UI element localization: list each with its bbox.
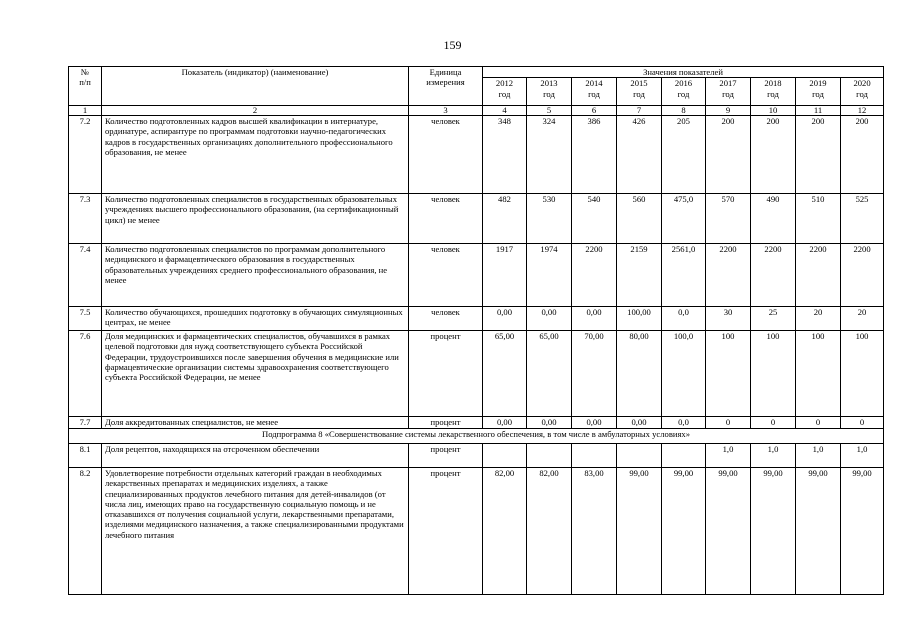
indicator-name: Количество подготовленных специалистов в государственных образовательных учреждениях высшего профессионального образования, (на сертификационный цикл) не менее: [102, 194, 409, 244]
header-year: 2016 год: [662, 78, 706, 106]
unit-cell: процент: [409, 468, 483, 595]
column-number-row: [69, 106, 884, 116]
unit-cell: человек: [409, 116, 483, 194]
column-number: 10: [751, 106, 796, 116]
value-cell: 2200: [841, 244, 884, 307]
value-cell: 80,00: [617, 331, 662, 417]
value-cell: 99,00: [662, 468, 706, 595]
value-cell: 0,00: [572, 417, 617, 429]
row-number: 7.3: [69, 194, 102, 244]
table-row: [69, 468, 884, 595]
row-number: 8.1: [69, 444, 102, 468]
column-number: 2: [102, 106, 409, 116]
value-cell: 99,00: [706, 468, 751, 595]
value-cell: 0,00: [527, 417, 572, 429]
unit-cell: человек: [409, 194, 483, 244]
value-cell: 30: [706, 307, 751, 331]
value-cell: 0: [796, 417, 841, 429]
value-cell: 1,0: [706, 444, 751, 468]
value-cell: 0,00: [483, 307, 527, 331]
header-values: Значения показателей: [483, 67, 884, 78]
page-number: 159: [443, 38, 462, 52]
value-cell: 99,00: [841, 468, 884, 595]
value-cell: 0,0: [662, 307, 706, 331]
table-row: [69, 244, 884, 307]
column-number: 8: [662, 106, 706, 116]
header-no: № п/п: [69, 67, 102, 106]
value-cell: 99,00: [796, 468, 841, 595]
table-row: [69, 116, 884, 194]
column-number: 7: [617, 106, 662, 116]
row-number: 7.2: [69, 116, 102, 194]
value-cell: 65,00: [483, 331, 527, 417]
header-unit: Единица измерения: [409, 67, 483, 106]
value-cell: 100: [796, 331, 841, 417]
value-cell: 540: [572, 194, 617, 244]
subprogram-row: [69, 429, 884, 444]
value-cell: 324: [527, 116, 572, 194]
indicator-name: Количество подготовленных специалистов по программам дополнительного медицинского и фармацевтического образования в государственных образовательных учреждениях среднего профессионального образования, не менее: [102, 244, 409, 307]
value-cell: 2200: [796, 244, 841, 307]
value-cell: [617, 444, 662, 468]
row-number: 7.5: [69, 307, 102, 331]
column-number: 12: [841, 106, 884, 116]
value-cell: 200: [796, 116, 841, 194]
value-cell: 82,00: [483, 468, 527, 595]
value-cell: 0: [751, 417, 796, 429]
header-row-top: [69, 67, 884, 78]
header-year: 2018 год: [751, 78, 796, 106]
value-cell: 200: [841, 116, 884, 194]
column-number: 11: [796, 106, 841, 116]
column-number: 1: [69, 106, 102, 116]
row-number: 7.7: [69, 417, 102, 429]
row-number: 7.4: [69, 244, 102, 307]
unit-cell: человек: [409, 244, 483, 307]
value-cell: 99,00: [617, 468, 662, 595]
value-cell: 205: [662, 116, 706, 194]
value-cell: 200: [706, 116, 751, 194]
value-cell: 2200: [706, 244, 751, 307]
indicator-name: Доля аккредитованных специалистов, не менее: [102, 417, 409, 429]
value-cell: 20: [796, 307, 841, 331]
table-row: [69, 417, 884, 429]
unit-cell: процент: [409, 331, 483, 417]
column-number: 4: [483, 106, 527, 116]
value-cell: 525: [841, 194, 884, 244]
value-cell: [572, 444, 617, 468]
subprogram-title: Подпрограмма 8 «Совершенствование системы лекарственного обеспечения, в том числе в амбулаторных условиях»: [69, 429, 884, 444]
value-cell: 0,00: [527, 307, 572, 331]
value-cell: 2200: [572, 244, 617, 307]
value-cell: 0,00: [483, 417, 527, 429]
value-cell: 2159: [617, 244, 662, 307]
value-cell: 0: [706, 417, 751, 429]
column-number: 9: [706, 106, 751, 116]
column-number: 6: [572, 106, 617, 116]
value-cell: 100,00: [617, 307, 662, 331]
header-year: 2014 год: [572, 78, 617, 106]
value-cell: 482: [483, 194, 527, 244]
value-cell: 1917: [483, 244, 527, 307]
value-cell: 1,0: [751, 444, 796, 468]
value-cell: 100: [751, 331, 796, 417]
value-cell: 99,00: [751, 468, 796, 595]
table-row: [69, 194, 884, 244]
indicator-name: Удовлетворение потребности отдельных категорий граждан в необходимых лекарственных препаратах и медицинских изделиях, а также специализированных продуктов лечебного питания для детей-инвалидов (от числа лиц, имеющих право на государственную социальную помощь и не отказавшихся от получения социальной услуги, лекарственными препаратами, изделиями медицинского назначения, а также специализированными продуктами лечебного питания: [102, 468, 409, 595]
value-cell: 348: [483, 116, 527, 194]
value-cell: 426: [617, 116, 662, 194]
table-row: [69, 331, 884, 417]
value-cell: 0,00: [617, 417, 662, 429]
indicator-name: Количество обучающихся, прошедших подготовку в обучающих симуляционных центрах, не менее: [102, 307, 409, 331]
header-year: 2020 год: [841, 78, 884, 106]
value-cell: 570: [706, 194, 751, 244]
value-cell: 1974: [527, 244, 572, 307]
value-cell: 100: [706, 331, 751, 417]
header-year: 2017 год: [706, 78, 751, 106]
indicator-name: Доля медицинских и фармацевтических специалистов, обучавшихся в рамках целевой подготовки для нужд соответствующего субъекта Российской Федерации, трудоустроившихся после завершения обучения в медицинские или фармацевтические организации системы здравоохранения соответствующего субъекта Российской Федерации, не менее: [102, 331, 409, 417]
value-cell: 386: [572, 116, 617, 194]
value-cell: 1,0: [841, 444, 884, 468]
value-cell: [483, 444, 527, 468]
indicator-name: Доля рецептов, находящихся на отсроченном обеспечении: [102, 444, 409, 468]
value-cell: 490: [751, 194, 796, 244]
value-cell: 0,0: [662, 417, 706, 429]
value-cell: 20: [841, 307, 884, 331]
unit-cell: процент: [409, 417, 483, 429]
unit-cell: процент: [409, 444, 483, 468]
value-cell: 100: [841, 331, 884, 417]
value-cell: 0,00: [572, 307, 617, 331]
header-year: 2012 год: [483, 78, 527, 106]
header-year: 2019 год: [796, 78, 841, 106]
value-cell: 530: [527, 194, 572, 244]
table-row: [69, 444, 884, 468]
value-cell: 83,00: [572, 468, 617, 595]
value-cell: 200: [751, 116, 796, 194]
indicators-table: [68, 66, 884, 595]
value-cell: 1,0: [796, 444, 841, 468]
table-row: [69, 307, 884, 331]
header-indicator: Показатель (индикатор) (наименование): [102, 67, 409, 106]
value-cell: [527, 444, 572, 468]
value-cell: 2200: [751, 244, 796, 307]
column-number: 3: [409, 106, 483, 116]
value-cell: 65,00: [527, 331, 572, 417]
value-cell: 560: [617, 194, 662, 244]
header-year: 2013 год: [527, 78, 572, 106]
row-number: 8.2: [69, 468, 102, 595]
column-number: 5: [527, 106, 572, 116]
value-cell: 2561,0: [662, 244, 706, 307]
value-cell: 100,0: [662, 331, 706, 417]
value-cell: 510: [796, 194, 841, 244]
value-cell: 25: [751, 307, 796, 331]
value-cell: 82,00: [527, 468, 572, 595]
value-cell: 475,0: [662, 194, 706, 244]
value-cell: [662, 444, 706, 468]
value-cell: 70,00: [572, 331, 617, 417]
value-cell: 0: [841, 417, 884, 429]
header-year: 2015 год: [617, 78, 662, 106]
unit-cell: человек: [409, 307, 483, 331]
row-number: 7.6: [69, 331, 102, 417]
indicator-name: Количество подготовленных кадров высшей квалификации в интернатуре, ординатуре, аспирантуре по программам подготовки научно-педагогических кадров в государственных организациях дополнительного профессионального образования, не менее: [102, 116, 409, 194]
